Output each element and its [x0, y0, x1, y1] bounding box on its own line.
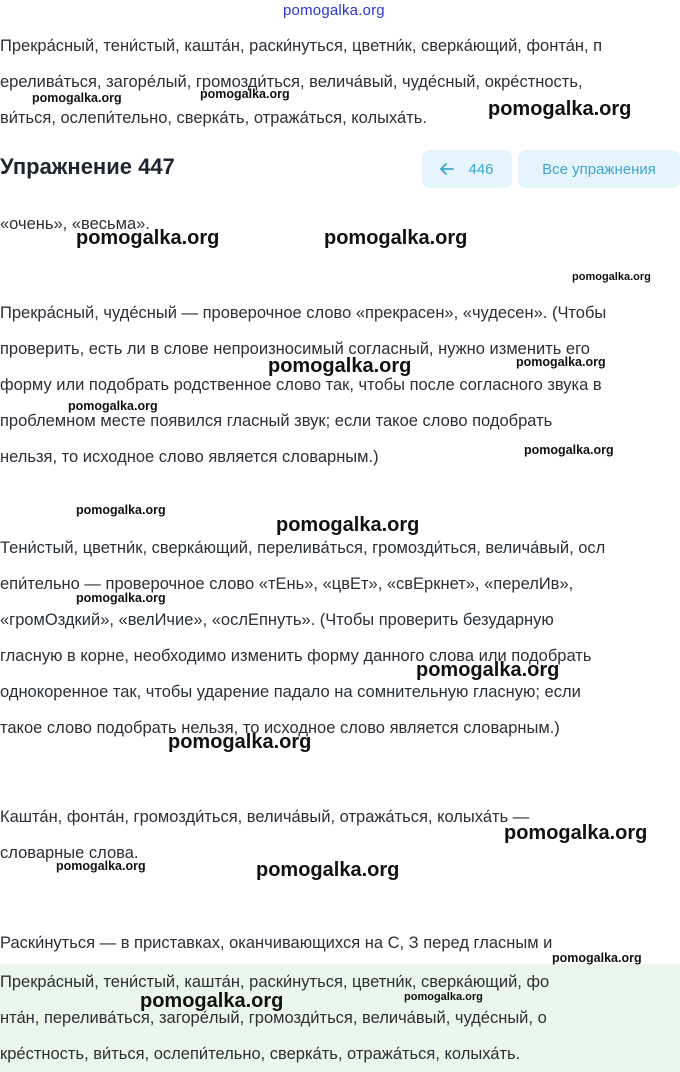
watermark: pomogalka.org — [524, 443, 614, 457]
watermark: pomogalka.org — [76, 503, 166, 517]
task-line: ви́ться, ослепи́тельно, сверка́ть, отража́ться, колыха́ть. — [0, 109, 427, 127]
prev-exercise-button[interactable] — [422, 150, 512, 188]
watermark: pomogalka.org — [404, 991, 483, 1003]
watermark: pomogalka.org — [572, 271, 651, 283]
watermark: pomogalka.org — [256, 859, 400, 881]
site-header-link[interactable]: pomogalka.org — [283, 2, 385, 19]
answer-text — [0, 964, 680, 1072]
explanation-line: Прекра́сный, чуде́сный — проверочное слово «прекрасен», «чудесен». (Чтобы — [0, 304, 607, 322]
explanation-line: епи́тельно — проверочное слово «тЕнь», «цвЕт», «свЕркнет», «перелИв», — [0, 575, 574, 593]
explanation-line: «громОздкий», «велИчие», «ослЕпнуть». (Чтобы проверить безударную — [0, 611, 554, 629]
task-line: ерелива́ться, загоре́лый, громозди́ться, велича́вый, чуде́сный, окре́стность, — [0, 73, 583, 91]
watermark: pomogalka.org — [168, 731, 312, 753]
explanation-block-2 — [0, 530, 680, 746]
all-exercises-label: Все упражнения — [542, 160, 656, 178]
answer-line: Прекра́сный, тени́стый, кашта́н, раски́нуться, цветни́к, сверка́ющий, фо — [0, 973, 550, 991]
answer-line: кре́стность, ви́ться, ослепи́тельно, сверка́ть, отража́ться, колыха́ть. — [0, 1045, 521, 1063]
watermark: pomogalka.org — [416, 659, 560, 681]
watermark: pomogalka.org — [56, 859, 146, 873]
watermark: pomogalka.org — [324, 227, 468, 249]
watermark: pomogalka.org — [140, 990, 284, 1012]
prev-exercise-label: 446 — [468, 160, 494, 178]
arrow-left-icon — [440, 163, 454, 175]
watermark: pomogalka.org — [76, 227, 220, 249]
explanation-line: гласную в корне, необходимо изменить форму данного слова или подобрать — [0, 647, 592, 665]
watermark: pomogalka.org — [200, 87, 290, 101]
watermark: pomogalka.org — [504, 822, 648, 844]
explanation-line: проблемном месте появился гласный звук; если такое слово подобрать — [0, 412, 553, 430]
watermark: pomogalka.org — [68, 399, 158, 413]
explanation-line: нельзя, то исходное слово является словарным.) — [0, 448, 379, 466]
watermark: pomogalka.org — [276, 514, 420, 536]
explanation-line: проверить, есть ли в слове непроизносимый согласный, нужно изменить его — [0, 340, 590, 358]
explanation-line: форму или подобрать родственное слово так, чтобы после согласного звука в — [0, 376, 602, 394]
explanation-line: словарные слова. — [0, 844, 139, 862]
explanation-line: такое слово подобрать нельзя, то исходное слово является словарным.) — [0, 719, 560, 737]
task-line: Прекра́сный, тени́стый, кашта́н, раски́нуться, цветни́к, сверка́ющий, фонта́н, п — [0, 37, 603, 55]
explanation-line: Кашта́н, фонта́н, громозди́ться, велича́вый, отража́ться, колыха́ть — — [0, 808, 530, 826]
watermark: pomogalka.org — [516, 355, 606, 369]
all-exercises-button[interactable] — [518, 150, 680, 188]
watermark: pomogalka.org — [76, 591, 166, 605]
explanation-block-4: Раски́нуться — в приставках, оканчивающихся на С, З перед гласным и — [0, 934, 553, 952]
answer-line: нта́н, перелива́ться, загоре́лый, громозди́ться, велича́вый, чуде́сный, о — [0, 1009, 547, 1027]
watermark: pomogalka.org — [488, 98, 632, 120]
watermark: pomogalka.org — [552, 951, 642, 965]
watermark: pomogalka.org — [32, 91, 122, 105]
watermark: pomogalka.org — [268, 355, 412, 377]
explanation-line: Тени́стый, цветни́к, сверка́ющий, перелива́ться, громозди́ться, велича́вый, осл — [0, 539, 606, 557]
words-line: «очень», «весьма». — [0, 215, 150, 233]
explanation-line: однокоренное так, чтобы ударение падало на сомнительную гласную; если — [0, 683, 581, 701]
exercise-title: Упражнение 447 — [0, 154, 175, 179]
